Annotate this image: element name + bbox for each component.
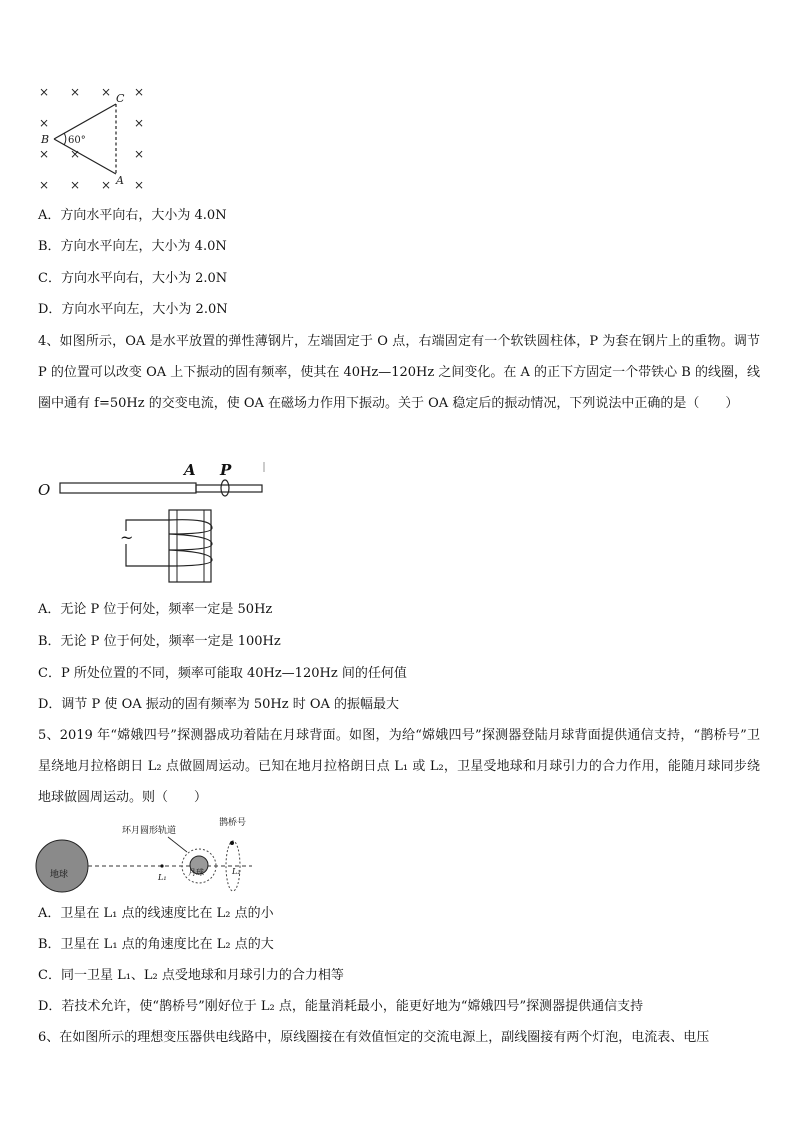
l1-label: L₁ (158, 873, 167, 882)
field-cross: × (39, 85, 50, 99)
ac-source-icon: ~ (120, 528, 134, 547)
angle-label: 60° (68, 135, 86, 146)
field-cross: × (101, 178, 112, 192)
rod-bc (54, 104, 116, 139)
orbit-label: 环月圆形轨道 (122, 826, 177, 836)
q5-option-d: D．若技术允许，使“鹊桥号”刚好位于 L₂ 点，能量消耗最小，能更好地为“嫦娥四号”探测器提供通信支持 (38, 999, 644, 1014)
label-a: A (116, 174, 124, 187)
field-cross: × (70, 178, 81, 192)
label-a: A (184, 461, 196, 479)
q5-option-b: B．卫星在 L₁ 点的角速度比在 L₂ 点的大 (38, 937, 274, 952)
satellite-label: 鹊桥号 (219, 818, 247, 828)
moon-label: 月球 (188, 868, 204, 877)
q3-option-b: B．方向水平向左，大小为 4.0N (38, 239, 227, 254)
l2-label: L₂ (232, 867, 241, 876)
field-cross: × (70, 147, 81, 161)
q5-figure (34, 814, 264, 898)
q3-option-a: A．方向水平向右，大小为 4.0N (38, 208, 227, 223)
q6-stem: 6、在如图所示的理想变压器供电线路中，原线圈接在有效值恒定的交流电源上，副线圈接有两个灯泡，电流表、电压 (38, 1030, 710, 1045)
field-cross: × (134, 178, 145, 192)
q3-figure (30, 80, 160, 195)
q4-figure (34, 458, 274, 588)
iron-core (169, 510, 211, 582)
satellite (230, 841, 234, 845)
l1-point (160, 864, 163, 867)
q5-option-a: A．卫星在 L₁ 点的线速度比在 L₂ 点的小 (38, 906, 274, 921)
q5-stem: 5、2019 年“嫦娥四号”探测器成功着陆在月球背面。如图，为给“嫦娥四号”探测器登陆月球背面提供通信支持，“鹊桥号”卫星绕地月拉格朗日 L₂ 点做圆周运动。已知在地月拉格朗日点 L₁ 或 L₂，卫星受地球和月球引力的合力作用，能随月球同步绕地球做圆周运动。则（ ） (38, 728, 760, 805)
q4-option-d: D．调节 P 使 OA 振动的固有频率为 50Hz 时 OA 的振幅最大 (38, 697, 400, 712)
field-cross: × (101, 85, 112, 99)
field-cross: × (39, 178, 50, 192)
field-cross: × (39, 116, 50, 130)
field-cross: × (39, 147, 50, 161)
orbit-pointer (168, 837, 187, 852)
angle-arc (64, 133, 66, 145)
field-cross: × (134, 147, 145, 161)
label-c: C (116, 92, 125, 105)
field-cross: × (134, 116, 145, 130)
field-cross: × (134, 85, 145, 99)
q3-option-d: D．方向水平向左，大小为 2.0N (38, 302, 228, 317)
q3-option-c: C．方向水平向右，大小为 2.0N (38, 271, 228, 286)
q4-option-b: B．无论 P 位于何处，频率一定是 100Hz (38, 634, 281, 649)
q4-option-c: C．P 所处位置的不同，频率可能取 40Hz—120Hz 间的任何值 (38, 666, 407, 681)
q5-option-c: C．同一卫星 L₁、L₂ 点受地球和月球引力的合力相等 (38, 968, 344, 983)
earth (36, 840, 88, 892)
steel-strip (60, 483, 196, 493)
q4-stem: 4、如图所示，OA 是水平放置的弹性薄钢片，左端固定于 O 点，右端固定有一个软铁圆柱体，P 为套在钢片上的重物。调节 P 的位置可以改变 OA 上下振动的固有频率，使其在 40Hz—120Hz 之间变化。在 A 的正下方固定一个带铁心 B 的线圈，线圈中通有 f=50Hz 的交变电流，使 OA 在磁场力作用下振动。关于 OA 稳定后的振动情况，下列说法中正确的是（ ） (38, 334, 760, 411)
label-p: P (220, 461, 232, 479)
label-o: O (38, 481, 51, 499)
weight-p (221, 480, 229, 496)
label-b: B (41, 133, 50, 146)
circuit-wire (126, 544, 159, 566)
earth-label: 地球 (50, 870, 69, 880)
field-cross: × (70, 85, 81, 99)
q4-option-a: A．无论 P 位于何处，频率一定是 50Hz (38, 602, 273, 617)
